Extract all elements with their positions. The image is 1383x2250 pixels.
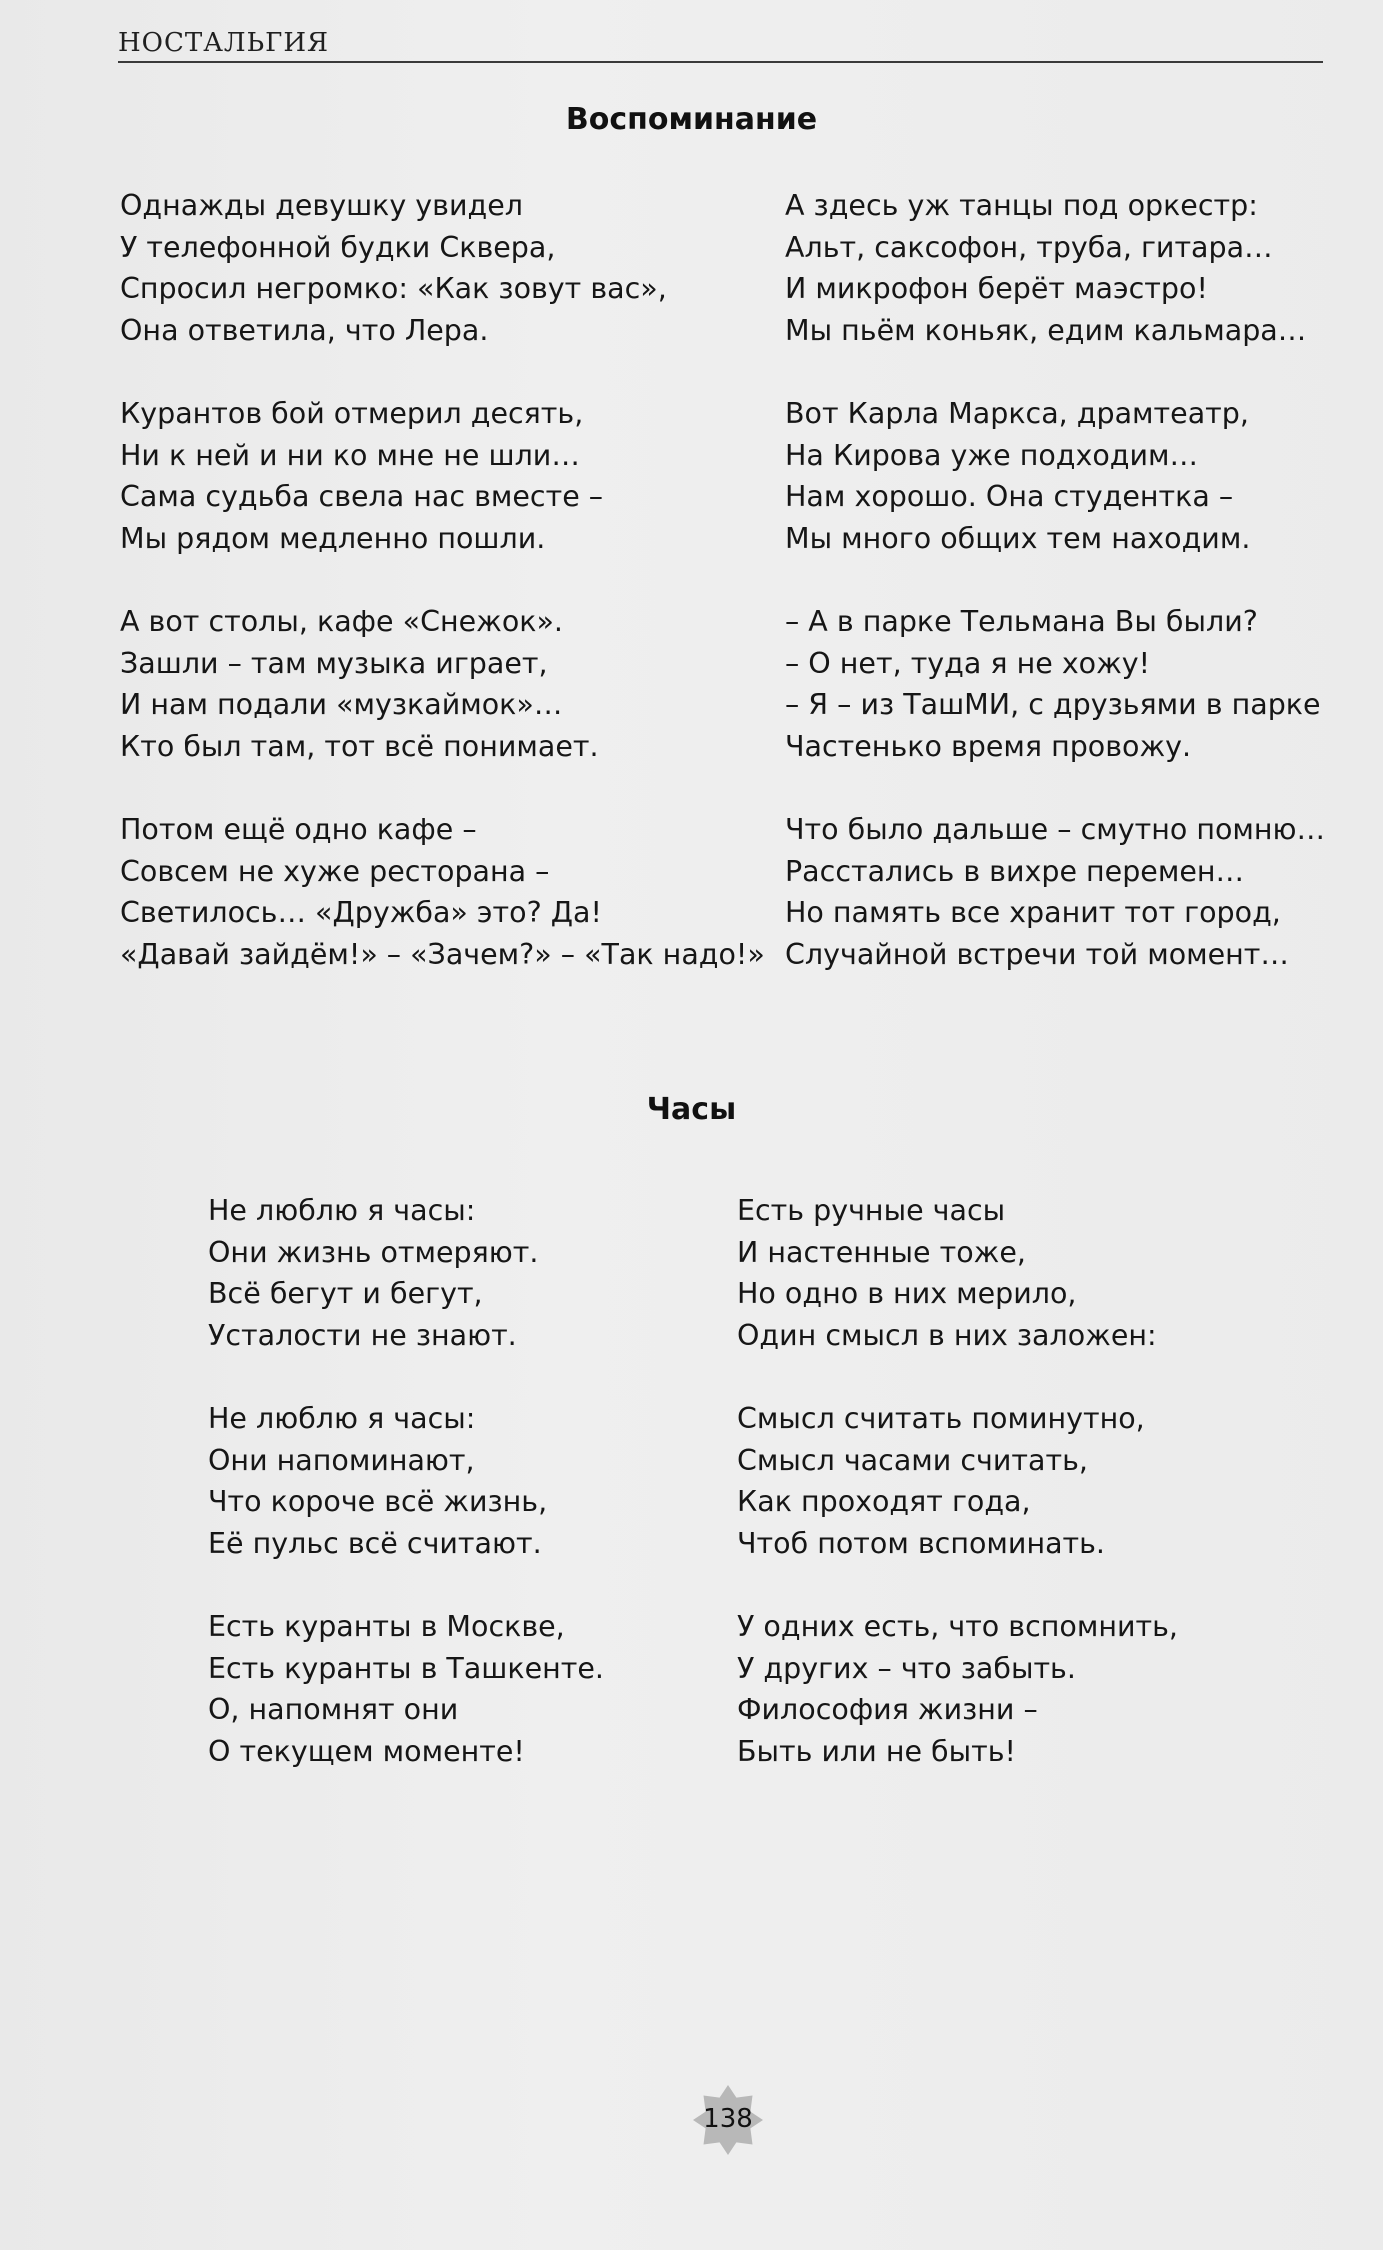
stanza (785, 809, 1325, 975)
verse-line: У одних есть, что вспомнить, (737, 1610, 1178, 1643)
verse-line: Потом ещё одно кафе – (120, 813, 477, 846)
verse-line: Ни к ней и ни ко мне не шли… (120, 438, 580, 472)
stanza (120, 809, 765, 975)
verse-line: Один смысл в них заложен: (737, 1318, 1157, 1352)
stanza (785, 185, 1325, 351)
verse-line: «Давай зайдём!» – «Зачем?» – «Так надо!» (120, 937, 765, 971)
verse-line: Чтоб потом вспоминать. (737, 1526, 1105, 1560)
poem-2-right-column (737, 1190, 1178, 1814)
verse-line: Но одно в них мерило, (737, 1277, 1077, 1310)
verse-line: Что было дальше – смутно помню… (785, 813, 1326, 846)
verse-line: У других – что забыть. (737, 1651, 1076, 1685)
poem-2-left-column (208, 1190, 604, 1814)
verse-line: – Я – из ТашМИ, с друзьями в парке (785, 688, 1321, 721)
verse-line: Курантов бой отмерил десять, (120, 397, 584, 430)
poem-title-vospominanie: Воспоминание (565, 102, 818, 137)
verse-line: Они напоминают, (208, 1443, 475, 1477)
running-head: НОСТАЛЬГИЯ (118, 28, 330, 58)
verse-line: Всё бегут и бегут, (208, 1277, 483, 1310)
verse-line: А вот столы, кафе «Снежок». (120, 605, 563, 638)
stanza (737, 1398, 1178, 1564)
verse-line: Нам хорошо. Она студентка – (785, 480, 1234, 513)
verse-line: Они жизнь отмеряют. (208, 1235, 539, 1269)
stanza (737, 1190, 1178, 1356)
verse-line: Светилось… «Дружба» это? Да! (120, 896, 602, 929)
verse-line: Совсем не хуже ресторана – (120, 854, 550, 888)
verse-line: Быть или не быть! (737, 1734, 1016, 1768)
verse-line: И микрофон берёт маэстро! (785, 272, 1208, 305)
verse-line: Усталости не знают. (208, 1318, 517, 1352)
verse-line: О текущем моменте! (208, 1734, 525, 1768)
verse-line: Что короче всё жизнь, (208, 1485, 548, 1518)
verse-line: Кто был там, тот всё понимает. (120, 729, 599, 763)
stanza (785, 601, 1325, 767)
poem-1-left-column (120, 185, 765, 1017)
verse-line: Её пульс всё считают. (208, 1526, 542, 1560)
stanza (120, 185, 765, 351)
verse-line: И настенные тоже, (737, 1235, 1026, 1269)
verse-line: Альт, саксофон, труба, гитара… (785, 230, 1273, 264)
verse-line: Не люблю я часы: (208, 1402, 476, 1435)
stanza (120, 393, 765, 559)
stanza (120, 601, 765, 767)
stanza (737, 1606, 1178, 1772)
stanza (208, 1606, 604, 1772)
poem-1-right-column (785, 185, 1325, 1017)
verse-line: Но память все хранит тот город, (785, 896, 1281, 929)
page-number: 138 (703, 2104, 753, 2134)
verse-line: И нам подали «музкаймок»… (120, 688, 563, 721)
verse-line: – О нет, туда я не хожу! (785, 646, 1151, 680)
poem-title-chasy: Часы (646, 1092, 737, 1127)
stanza (208, 1398, 604, 1564)
verse-line: Как проходят года, (737, 1485, 1031, 1518)
verse-line: Есть куранты в Ташкенте. (208, 1651, 604, 1685)
verse-line: Есть куранты в Москве, (208, 1610, 565, 1643)
verse-line: Случайной встречи той момент… (785, 937, 1289, 971)
verse-line: Спросил негромко: «Как зовут вас», (120, 272, 667, 305)
verse-line: Смысл часами считать, (737, 1443, 1088, 1477)
verse-line: Смысл считать поминутно, (737, 1402, 1145, 1435)
verse-line: У телефонной будки Сквера, (120, 230, 556, 264)
verse-line: Философия жизни – (737, 1693, 1038, 1726)
verse-line: А здесь уж танцы под оркестр: (785, 189, 1258, 222)
header-rule (118, 61, 1323, 63)
verse-line: Вот Карла Маркса, драмтеатр, (785, 397, 1249, 430)
verse-line: Сама судьба свела нас вместе – (120, 480, 604, 513)
verse-line: Не люблю я часы: (208, 1194, 476, 1227)
verse-line: На Кирова уже подходим… (785, 438, 1198, 472)
verse-line: Она ответила, что Лера. (120, 313, 489, 347)
verse-line: Однажды девушку увидел (120, 189, 523, 222)
verse-line: Мы много общих тем находим. (785, 521, 1251, 555)
verse-line: О, напомнят они (208, 1693, 459, 1726)
verse-line: Мы рядом медленно пошли. (120, 521, 546, 555)
verse-line: Мы пьём коньяк, едим кальмара… (785, 313, 1307, 347)
verse-line: Есть ручные часы (737, 1194, 1006, 1227)
stanza (785, 393, 1325, 559)
stanza (208, 1190, 604, 1356)
verse-line: – А в парке Тельмана Вы были? (785, 605, 1258, 638)
verse-line: Расстались в вихре перемен… (785, 854, 1245, 888)
verse-line: Зашли – там музыка играет, (120, 646, 548, 680)
verse-line: Частенько время провожу. (785, 729, 1192, 763)
